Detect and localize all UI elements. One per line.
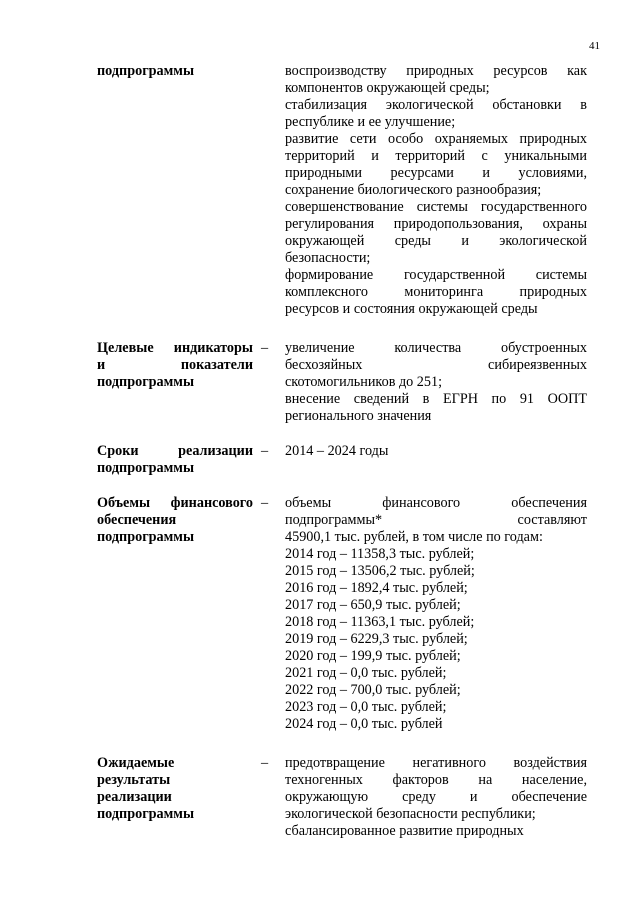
content-line: 2017 год – 650,9 тыс. рублей; — [285, 597, 461, 613]
content-line: 2018 год – 11363,1 тыс. рублей; — [285, 614, 475, 630]
label-line: результаты — [97, 772, 171, 788]
content-line: регионального значения — [285, 408, 432, 424]
row-content — [285, 443, 587, 460]
label-line: подпрограммы — [97, 806, 195, 822]
row-content — [285, 63, 587, 318]
label-line: Ожидаемые — [97, 755, 175, 771]
content-line: безопасности; — [285, 250, 371, 266]
page-number: 41 — [589, 40, 600, 52]
content-line: экологической безопасности республики; — [285, 806, 536, 822]
row-label — [97, 340, 253, 391]
label-line: подпрограммы — [97, 374, 195, 390]
content-line: ресурсов и состояния окружающей среды — [285, 301, 538, 317]
content-line: республике и ее улучшение; — [285, 114, 456, 130]
row-content — [285, 340, 587, 425]
content-line: сбалансированное развитие природных — [285, 823, 524, 839]
content-line: бесхозяйных сибиреязвенных — [285, 357, 587, 373]
content-line: скотомогильников до 251; — [285, 374, 443, 390]
content-line: 2020 год – 199,9 тыс. рублей; — [285, 648, 461, 664]
label-line: Сроки реализации — [97, 443, 253, 459]
content-line: окружающую среду и обеспечение — [285, 789, 587, 805]
content-line: предотвращение негативного воздействия — [285, 755, 587, 771]
content-line: 2015 год – 13506,2 тыс. рублей; — [285, 563, 475, 579]
content-line: объемы финансового обеспечения — [285, 495, 587, 511]
content-line: природными ресурсами и условиями, — [285, 165, 587, 181]
label-line: реализации — [97, 789, 172, 805]
content-line: стабилизация экологической обстановки в — [285, 97, 587, 113]
content-line: 45900,1 тыс. рублей, в том числе по годам: — [285, 529, 543, 545]
row-dash: – — [261, 755, 269, 771]
content-line: совершенствование системы государственного — [285, 199, 587, 215]
content-line: воспроизводству природных ресурсов как — [285, 63, 587, 79]
content-line: окружающей среды и экологической — [285, 233, 587, 249]
content-line: 2022 год – 700,0 тыс. рублей; — [285, 682, 461, 698]
content-line: компонентов окружающей среды; — [285, 80, 490, 96]
content-line: подпрограммы* составляют — [285, 512, 587, 528]
label-line: обеспечения — [97, 512, 177, 528]
content-line: развитие сети особо охраняемых природных — [285, 131, 587, 147]
content-line: 2016 год – 1892,4 тыс. рублей; — [285, 580, 468, 596]
content-line: 2019 год – 6229,3 тыс. рублей; — [285, 631, 468, 647]
label-line: Объемы финансового — [97, 495, 253, 511]
content-line: формирование государственной системы — [285, 267, 587, 283]
label-line: подпрограммы — [97, 63, 195, 79]
content-line: 2014 год – 11358,3 тыс. рублей; — [285, 546, 475, 562]
row-dash: – — [261, 443, 269, 459]
content-line: регулирования природопользования, охраны — [285, 216, 587, 232]
row-label — [97, 755, 253, 823]
label-line: подпрограммы — [97, 460, 195, 476]
label-line: Целевые индикаторы — [97, 340, 253, 356]
row-label — [97, 495, 253, 546]
label-line: подпрограммы — [97, 529, 195, 545]
row-dash: – — [261, 340, 269, 356]
row-dash: – — [261, 495, 269, 511]
content-line: техногенных факторов на население, — [285, 772, 587, 788]
row-label — [97, 63, 253, 80]
row-content — [285, 755, 587, 840]
content-line: территорий и территорий с уникальными — [285, 148, 587, 164]
row-content — [285, 495, 587, 733]
content-line: сохранение биологического разнообразия; — [285, 182, 542, 198]
content-line: внесение сведений в ЕГРН по 91 ООПТ — [285, 391, 587, 407]
content-line: комплексного мониторинга природных — [285, 284, 587, 300]
row-label — [97, 443, 253, 477]
content-line: увеличение количества обустроенных — [285, 340, 587, 356]
content-line: 2023 год – 0,0 тыс. рублей; — [285, 699, 447, 715]
label-line: и показатели — [97, 357, 253, 373]
content-line: 2024 год – 0,0 тыс. рублей — [285, 716, 443, 732]
content-line: 2014 – 2024 годы — [285, 443, 389, 459]
content-line: 2021 год – 0,0 тыс. рублей; — [285, 665, 447, 681]
